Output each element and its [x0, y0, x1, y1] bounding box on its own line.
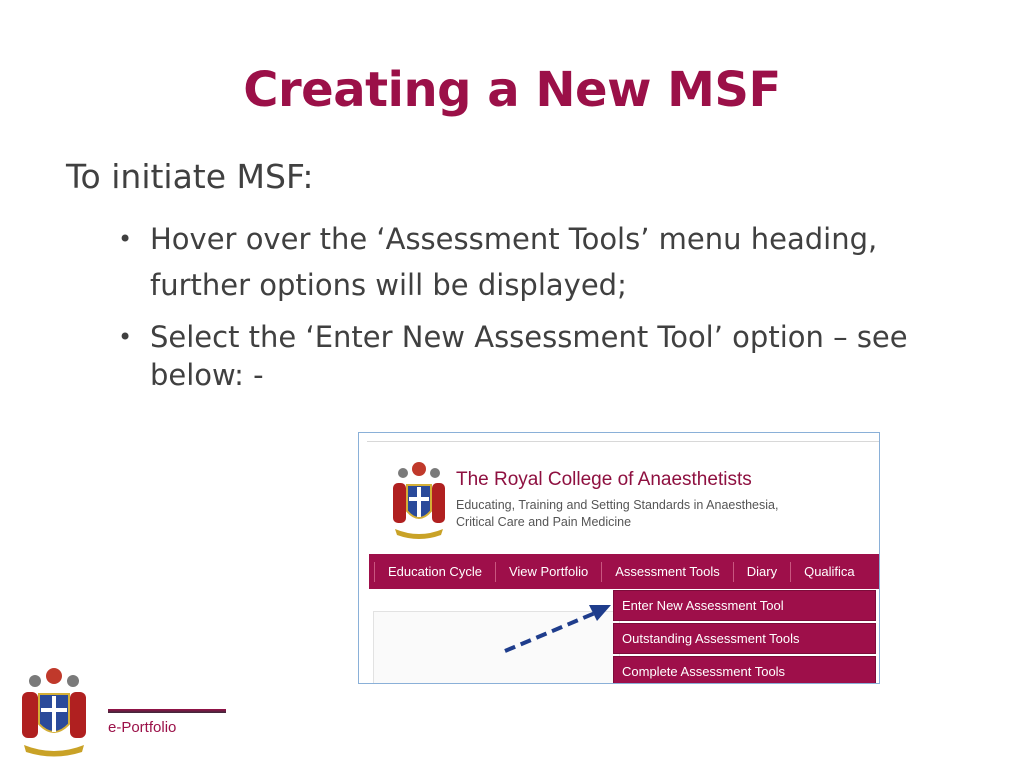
dashed-arrow-icon: [359, 433, 879, 683]
instruction-list: [118, 216, 978, 394]
tagline-line: Critical Care and Pain Medicine: [456, 515, 632, 529]
tagline-line: Educating, Training and Setting Standards in Anaesthesia,: [456, 498, 779, 512]
org-name: The Royal College of Anaesthetists: [456, 469, 752, 490]
college-crest-icon: [18, 665, 90, 757]
menu-item-enter-new-assessment-tool[interactable]: Enter New Assessment Tool: [613, 590, 876, 621]
nav-assessment-tools[interactable]: Assessment Tools: [601, 562, 733, 582]
footer-divider: [108, 709, 226, 713]
slide-title: Creating a New MSF: [243, 62, 781, 118]
bullet-text: Select the ‘Enter New Assessment Tool’ option – see below: -: [150, 320, 908, 392]
nav-diary[interactable]: Diary: [733, 562, 790, 582]
nav-view-portfolio[interactable]: View Portfolio: [495, 562, 601, 582]
list-item: [118, 216, 978, 308]
list-item: [118, 318, 978, 394]
eportfolio-screenshot: [358, 432, 880, 684]
bullet-text: Hover over the ‘Assessment Tools’ menu heading, further options will be displayed;: [150, 222, 878, 302]
bullet-icon: •: [118, 225, 133, 253]
menu-item-complete-assessment-tools[interactable]: Complete Assessment Tools: [613, 656, 876, 684]
nav-qualifications[interactable]: Qualifica: [790, 562, 868, 582]
footer-label: e-Portfolio: [108, 719, 177, 736]
bullet-icon: •: [118, 323, 133, 351]
intro-text: To initiate MSF:: [66, 157, 314, 196]
nav-education-cycle[interactable]: Education Cycle: [374, 562, 495, 582]
menu-item-outstanding-assessment-tools[interactable]: Outstanding Assessment Tools: [613, 623, 876, 654]
